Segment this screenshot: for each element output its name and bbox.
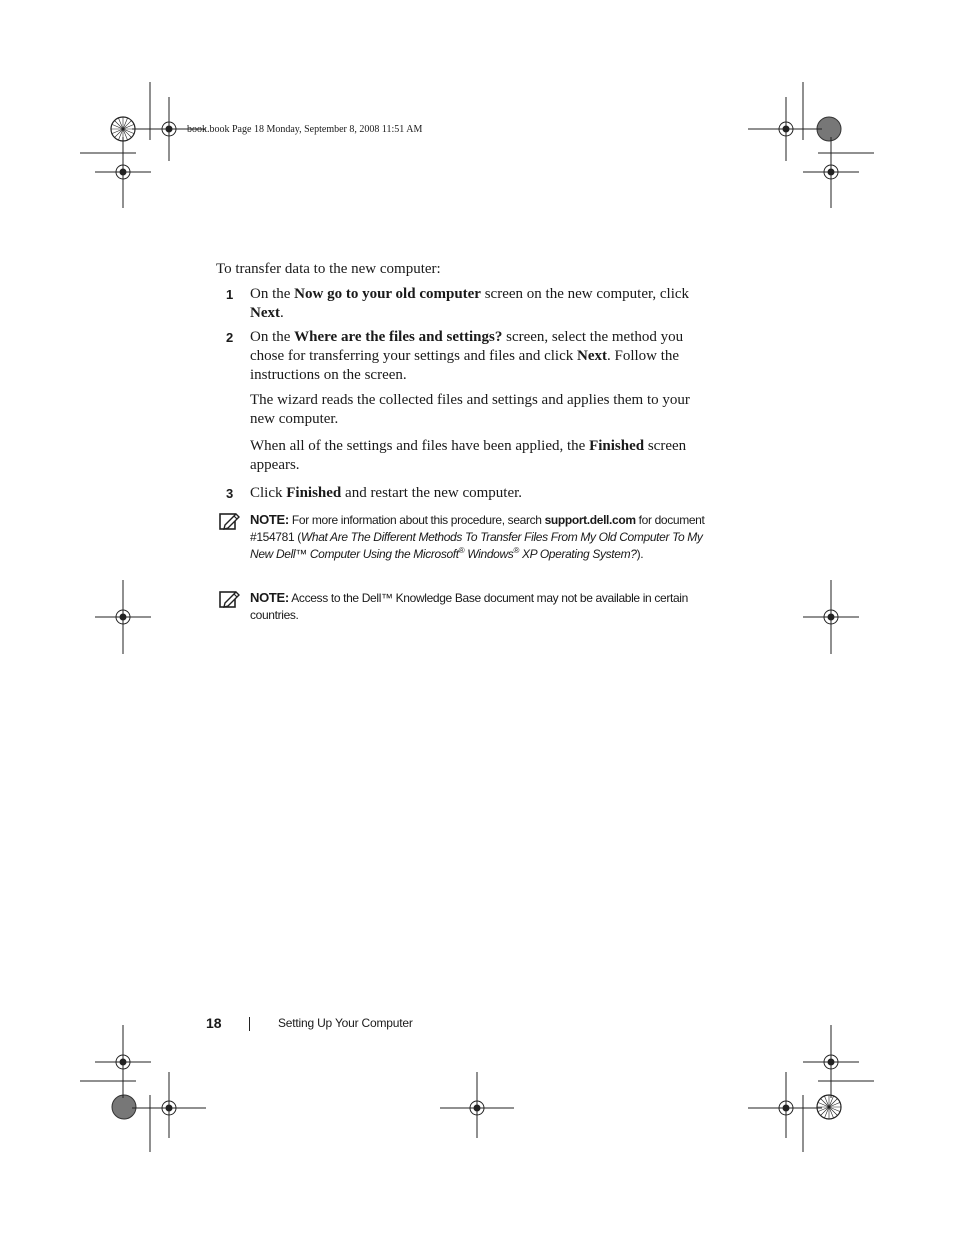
step-3-finished-button: Finished — [286, 485, 342, 501]
pencil-note-icon — [219, 511, 241, 531]
note-1-part: for document #154781 ( — [250, 513, 705, 544]
step-2-paragraph-3 — [250, 437, 712, 475]
step-1-button-name: Next — [250, 305, 280, 321]
step-2-part: . Follow the instructions on the screen. — [250, 348, 680, 383]
registered-mark: ® — [458, 546, 465, 555]
note-label: NOTE: — [250, 590, 289, 605]
registered-mark: ® — [513, 546, 519, 555]
gray-target-bottom-left — [112, 1095, 136, 1119]
step-3-part: and restart the new computer. — [341, 485, 523, 501]
step-2-finished-screen: Finished — [589, 438, 645, 454]
step-1-part: On the — [250, 286, 295, 302]
support-site-reference: support.dell.com — [544, 513, 636, 527]
note-1 — [250, 511, 716, 563]
step-2-part: On the — [250, 329, 295, 345]
step-1-text — [250, 285, 712, 323]
note-2 — [250, 589, 716, 624]
step-2-part: screen appears. — [250, 438, 687, 473]
step-2-screen-name: Where are the files and settings? — [294, 329, 503, 345]
footer-divider — [249, 1017, 250, 1031]
print-header-stamp: book.book Page 18 Monday, September 8, 2008 11:51 AM — [187, 124, 423, 135]
step-3-text — [250, 484, 712, 503]
document-title: XP Operating System? — [518, 547, 637, 561]
document-title: Windows — [464, 547, 514, 561]
step-1-part: . — [280, 305, 284, 321]
step-1-number: 1 — [226, 287, 234, 302]
step-3-part: Click — [250, 485, 287, 501]
page-number: 18 — [206, 1015, 222, 1031]
step-1-part: screen on the new computer, click — [480, 286, 690, 302]
document-title: What Are The Different Methods To Transfer Files From My Old Computer To My New Dell™ Computer Using the Microsoft — [250, 530, 703, 561]
section-title: Setting Up Your Computer — [278, 1016, 413, 1030]
note-1-part: For more information about this procedure, search — [288, 513, 545, 527]
step-2-button-name: Next — [576, 348, 607, 364]
step-1-screen-name: Now go to your old computer — [294, 286, 481, 302]
note-1-part: ). — [636, 547, 644, 561]
step-2-paragraph-2: The wizard reads the collected files and settings and applies them to your new computer. — [250, 392, 690, 427]
starburst-target-bottom-right — [817, 1095, 841, 1119]
note-2-part: Access to the Dell™ Knowledge Base document may not be available in certain countries. — [250, 591, 688, 622]
step-2-text — [250, 328, 712, 385]
step-2-number: 2 — [226, 330, 234, 345]
intro-text: To transfer data to the new computer: — [216, 261, 441, 277]
note-label: NOTE: — [250, 512, 289, 527]
step-3-number: 3 — [226, 486, 234, 501]
pencil-note-icon — [219, 589, 241, 609]
step-2-part: When all of the settings and files have been applied, the — [250, 438, 590, 454]
step-2-part: screen, select the method you chose for transferring your settings and files and click — [250, 329, 684, 364]
